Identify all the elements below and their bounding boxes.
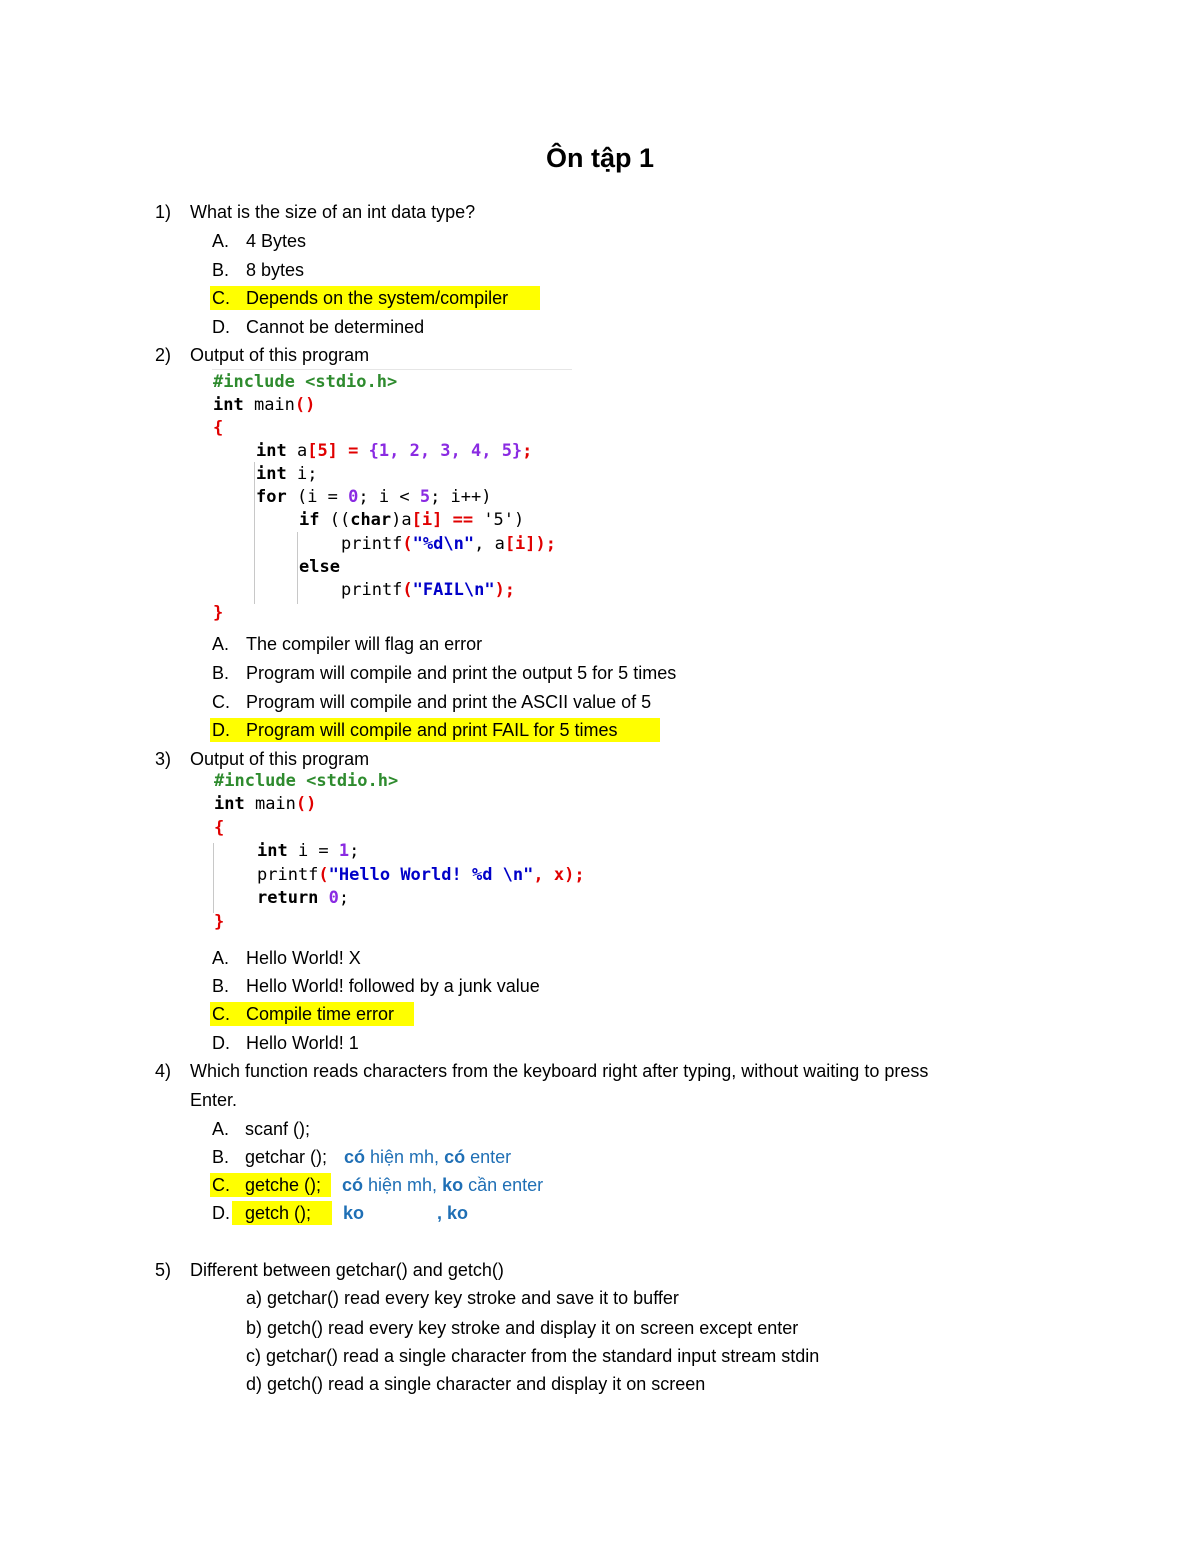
code-line: { [214,818,225,838]
option-letter: D. [212,720,230,740]
code-line: int main() [214,794,317,814]
code-line: return 0; [257,888,350,908]
option-text: 4 Bytes [246,231,307,251]
option-text: Program will compile and print the ASCII value of 5 [246,692,652,712]
statement-item: c) getchar() read a single character from the standard input stream stdin [246,1346,820,1366]
option-letter: D. [212,1203,230,1223]
code-line: int main() [213,395,316,415]
code-line: else [299,557,340,577]
handwritten-note: có hiện mh, có enter [344,1147,512,1167]
code-line: if ((char)a[i] == '5') [299,510,525,530]
option-text: Hello World! 1 [246,1033,359,1053]
option-letter: B. [212,663,230,683]
code-block-border [212,369,572,370]
option-letter: C. [212,1175,230,1195]
code-line: int a[5] = {1, 2, 3, 4, 5}; [256,441,533,461]
code-line: { [213,418,224,438]
option-letter: B. [212,1147,230,1167]
option-letter: A. [212,1119,230,1139]
option-text-correct: Program will compile and print FAIL for 5 times [246,720,618,740]
question-number: 4) [155,1061,172,1081]
option-letter: A. [212,948,230,968]
option-text: Hello World! followed by a junk value [246,976,540,996]
handwritten-note: , ko [437,1203,469,1223]
indent-guide [297,532,298,604]
option-text-correct: getche (); [245,1175,322,1195]
code-line: printf("FAIL\n"); [341,580,516,600]
option-text: Hello World! X [246,948,361,968]
handwritten-note: ko [343,1203,365,1223]
question-number: 5) [155,1260,172,1280]
code-line: int i = 1; [257,841,360,861]
option-text: 8 bytes [246,260,305,280]
option-text-correct: Depends on the system/compiler [246,288,509,308]
option-letter: D. [212,1033,230,1053]
option-letter: B. [212,976,230,996]
option-text: scanf (); [245,1119,311,1139]
question-number: 3) [155,749,172,769]
option-letter: B. [212,260,230,280]
page-title: Ôn tập 1 [545,143,654,173]
question-text: Output of this program [190,749,370,769]
code-line: int i; [256,464,318,484]
question-number: 1) [155,202,172,222]
question-text: Output of this program [190,345,370,365]
code-line: } [213,603,224,623]
question-text: What is the size of an int data type? [190,202,476,222]
option-text: The compiler will flag an error [246,634,483,654]
code-line: #include <stdio.h> [213,372,398,392]
option-letter: A. [212,231,230,251]
option-text: Cannot be determined [246,317,425,337]
code-line: printf("Hello World! %d \n", x); [257,865,585,885]
question-text: Which function reads characters from the keyboard right after typing, without waiting to press [190,1061,929,1081]
indent-guide [213,843,214,913]
option-letter: C. [212,1004,230,1024]
indent-guide [254,462,255,604]
option-text: getchar (); [245,1147,328,1167]
statement-item: a) getchar() read every key stroke and save it to buffer [246,1288,679,1308]
option-text: Program will compile and print the output 5 for 5 times [246,663,677,683]
option-text-correct: Compile time error [246,1004,395,1024]
statement-item: d) getch() read a single character and display it on screen [246,1374,706,1394]
code-line: } [214,912,225,932]
code-line: #include <stdio.h> [214,771,399,791]
option-letter: A. [212,634,230,654]
option-letter: C. [212,288,230,308]
handwritten-note: có hiện mh, ko cần enter [342,1175,544,1195]
code-line: for (i = 0; i < 5; i++) [256,487,492,507]
option-letter: C. [212,692,230,712]
question-text: Different between getchar() and getch() [190,1260,504,1280]
option-letter: D. [212,317,230,337]
question-number: 2) [155,345,172,365]
option-text-correct: getch (); [245,1203,312,1223]
statement-item: b) getch() read every key stroke and display it on screen except enter [246,1318,799,1338]
code-line: printf("%d\n", a[i]); [341,534,557,554]
question-text-cont: Enter. [190,1090,238,1110]
